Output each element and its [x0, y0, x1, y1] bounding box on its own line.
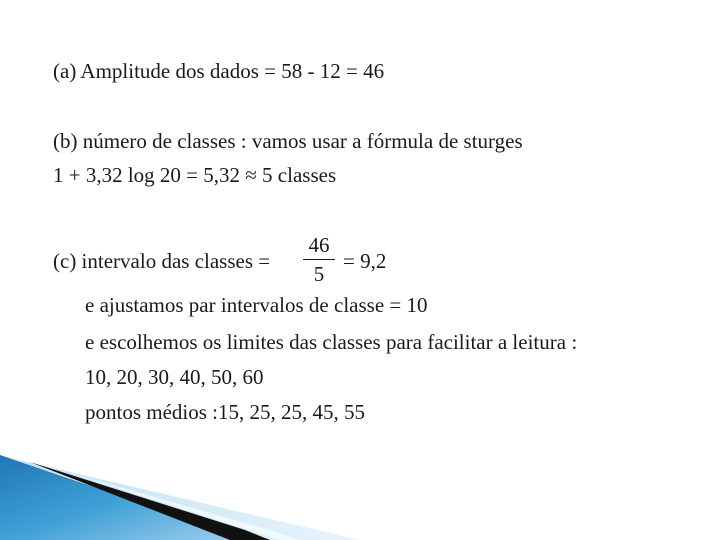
limits-values-line: 10, 20, 30, 40, 50, 60	[85, 365, 264, 389]
sturges-formula-line: 1 + 3,32 log 20 = 5,32 ≈ 5 classes	[53, 163, 337, 187]
fraction-denominator: 5	[313, 262, 325, 286]
limits-line: e escolhemos os limites das classes para facilitar a leitura :	[85, 330, 578, 354]
adjust-interval-line: e ajustamos par intervalos de classe = 10	[85, 293, 428, 317]
amplitude-line: (a) Amplitude dos dados = 58 - 12 = 46	[53, 59, 385, 83]
interval-result: = 9,2	[343, 249, 387, 273]
class-count-line: (b) número de classes : vamos usar a fórmula de sturges	[53, 129, 523, 153]
midpoints-line: pontos médios :15, 25, 25, 45, 55	[85, 400, 366, 424]
fraction-numerator: 46	[308, 233, 330, 257]
interval-label: (c) intervalo das classes =	[53, 249, 271, 273]
